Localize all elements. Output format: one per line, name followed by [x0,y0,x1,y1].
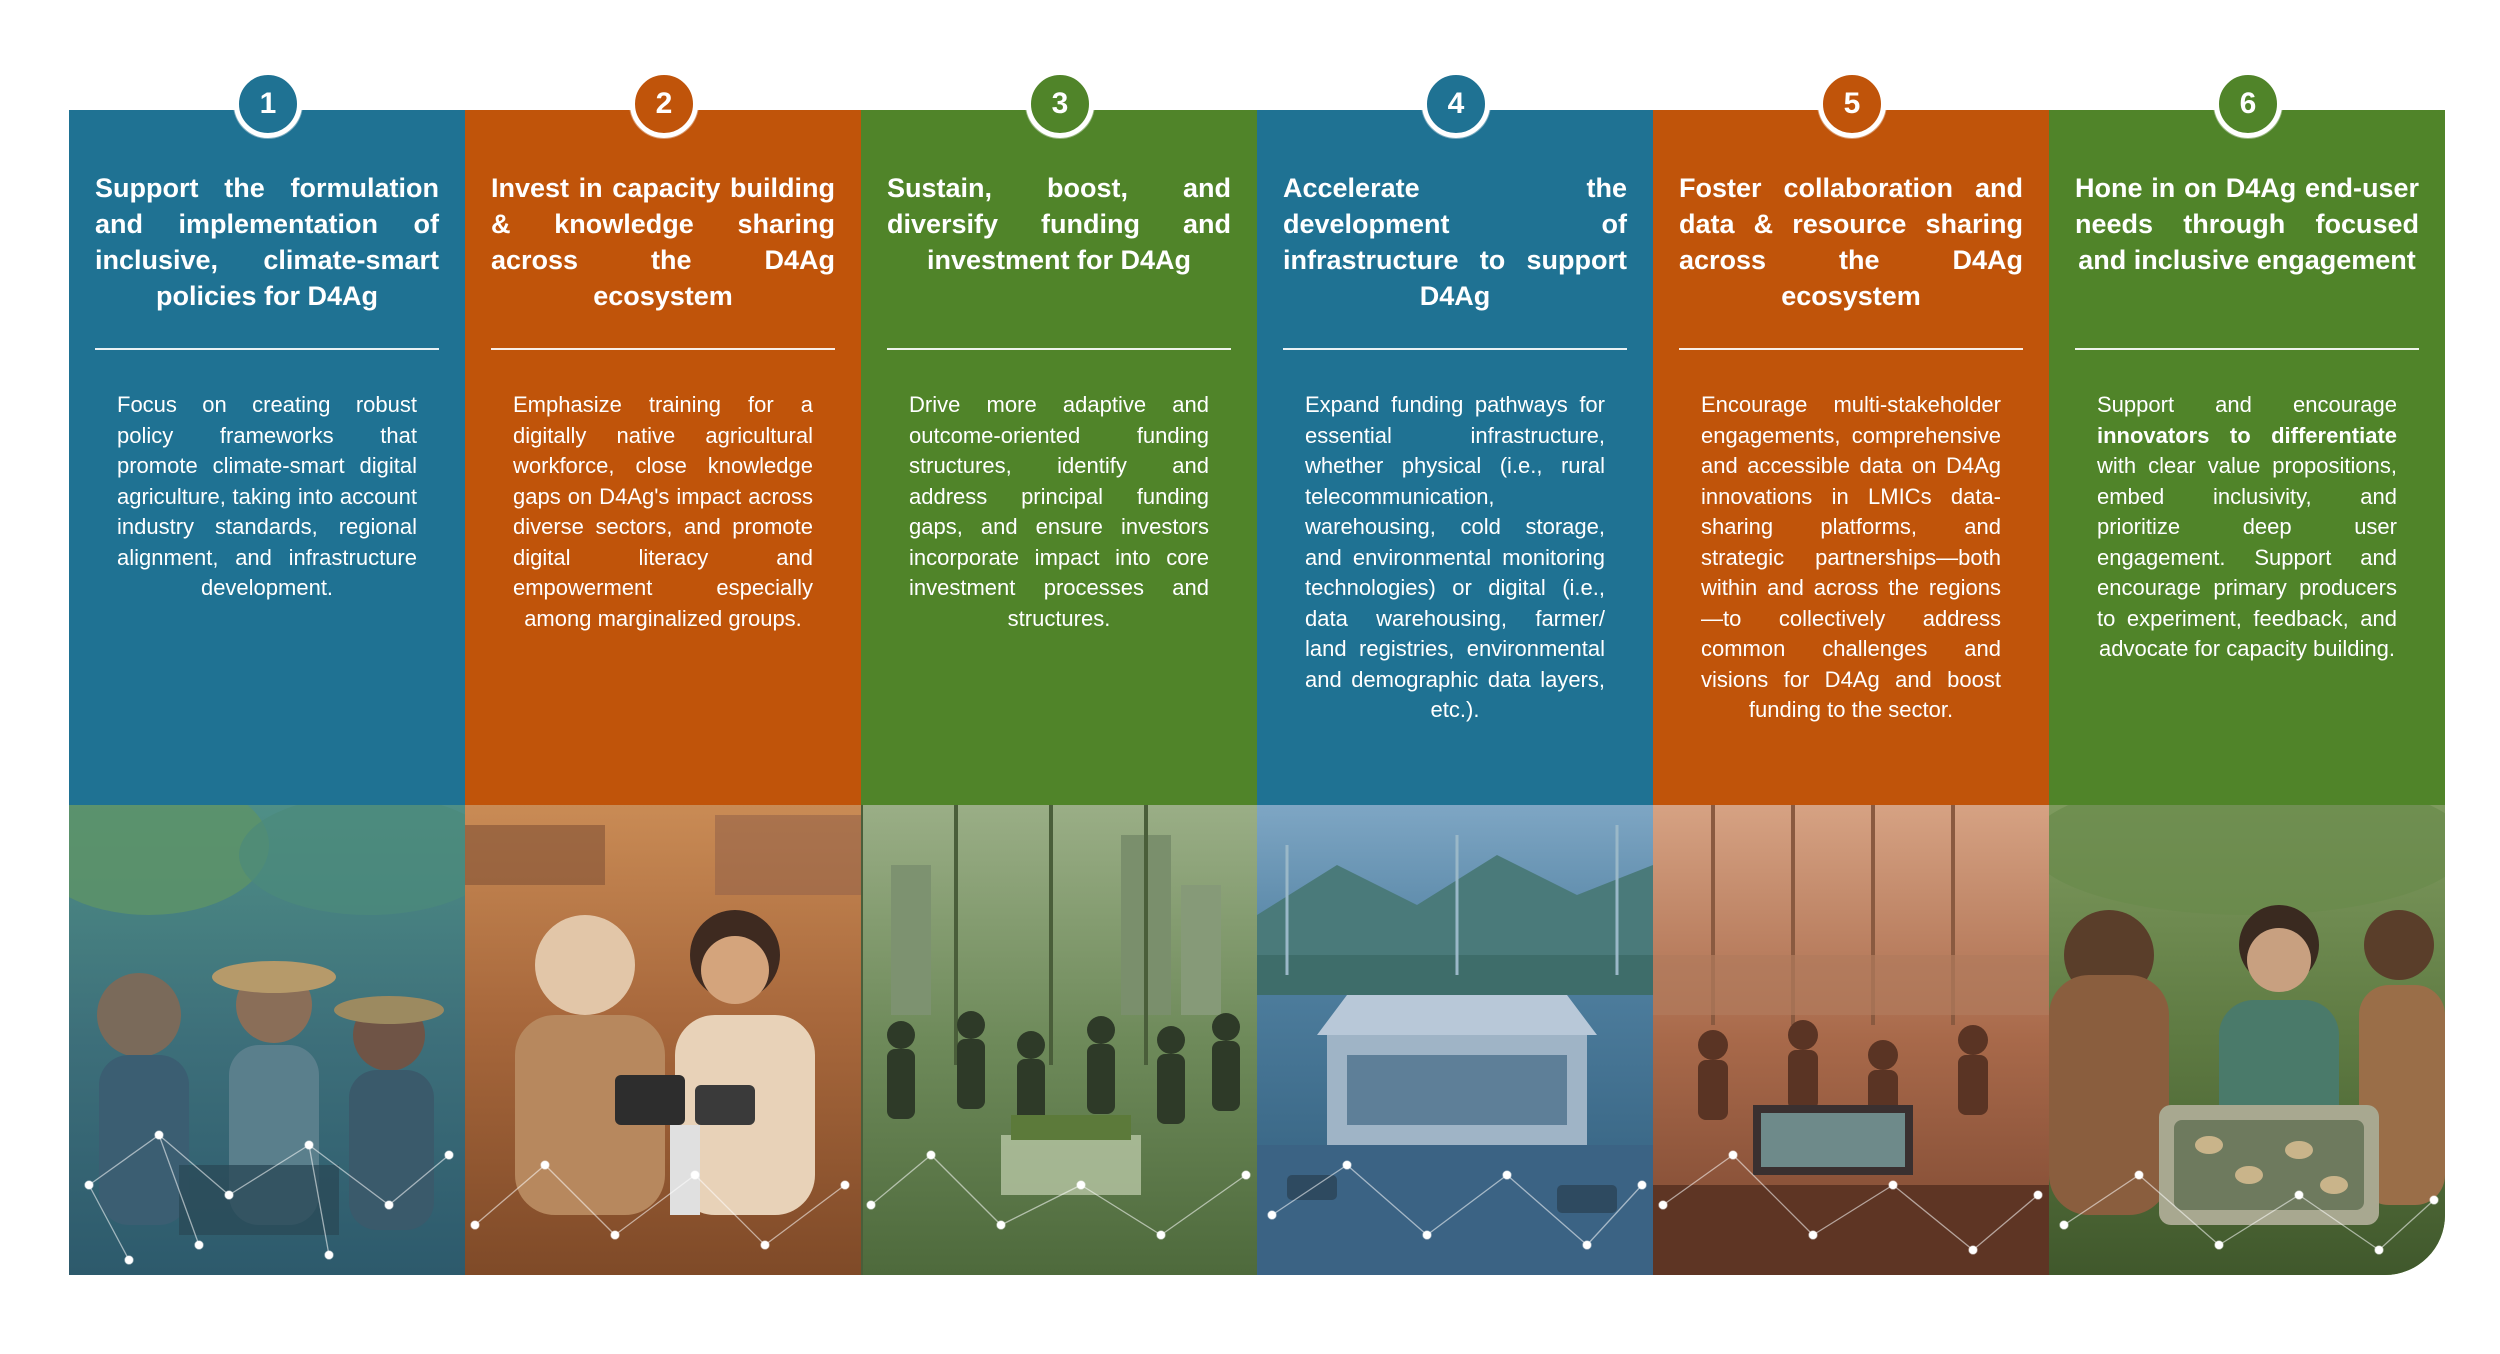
training-field-photo [465,805,861,1275]
step-number-badge-4: 4 [1422,70,1490,138]
step-column-3 [861,110,1257,1275]
divider [491,348,835,350]
investor-meeting-photo [861,805,1257,1275]
step-number-badge-2: 2 [630,70,698,138]
divider [1679,348,2023,350]
step-text-panel [1257,110,1653,805]
description-rest: with clear value propositions, embed inclusivity, and prioritize deep user engagement. Support and encourage primary producers to experiment, feedback, and advocate for capacity building. [2097,453,2397,661]
step-description: Encourage multi-stakeholder engagements, comprehensive and accessible data on D4Ag innovations in LMICs data-sharing platforms, and strategic partnerships—both within and across the regions—to collectively address common challenges and visions for D4Ag and boost funding to the sector. [1701,392,2001,722]
step-text-panel [861,110,1257,805]
step-description [2097,390,2397,665]
farmers-group-photo [69,805,465,1275]
step-description: Drive more adaptive and outcome-oriented funding structures, identify and address principal funding gaps, and ensure investors incorporate impact into core investment processes and structures. [909,392,1209,631]
recommendations-board [69,110,2445,1275]
divider [95,348,439,350]
step-column-1 [69,110,465,1275]
divider [887,348,1231,350]
description-lead: Support and encourage [2097,392,2397,417]
step-description: Emphasize training for a digitally native agricultural workforce, close knowledge gaps on D4Ag's impact across diverse sectors, and promote digital literacy and empowerment especially among marginalized groups. [513,392,813,631]
step-column-5 [1653,110,2049,1275]
divider [2075,348,2419,350]
step-number-badge-1: 1 [234,70,302,138]
divider [1283,348,1627,350]
step-title: Foster collaboration and data & resource sharing across the D4Ag ecosystem [1679,173,2023,311]
step-text-panel [2049,110,2445,805]
step-number-badge-6: 6 [2214,70,2282,138]
step-number-badge-5: 5 [1818,70,1886,138]
conference-photo [1653,805,2049,1275]
description-emphasis: innovators to differentiate [2097,422,2397,448]
step-text-panel [69,110,465,805]
step-text-panel [1653,110,2049,805]
step-title: Accelerate the development of infrastructure to support D4Ag [1283,173,1627,311]
step-description: Expand funding pathways for essential infrastructure, whether physical (i.e., rural telecommunication, warehousing, cold storage, and environmental monitoring technologies) or digital (i.e., data warehousing, farmer/ land registries, environmental and demographic data layers, etc.). [1305,392,1605,722]
step-title: Sustain, boost, and diversify funding and investment for D4Ag [887,173,1231,275]
infrastructure-photo [1257,805,1653,1275]
step-column-2 [465,110,861,1275]
step-title: Hone in on D4Ag end-user needs through focused and inclusive engagement [2075,173,2419,275]
step-number-badge-3: 3 [1026,70,1094,138]
step-column-4 [1257,110,1653,1275]
step-column-6 [2049,110,2445,1275]
step-text-panel [465,110,861,805]
step-title: Invest in capacity building & knowledge sharing across the D4Ag ecosystem [491,173,835,311]
community-engagement-photo [2049,805,2445,1275]
step-title: Support the formulation and implementation of inclusive, climate-smart policies for D4Ag [95,173,439,311]
step-description: Focus on creating robust policy frameworks that promote climate-smart digital agriculture, taking into account industry standards, regional alignment, and infrastructure development. [117,392,417,600]
